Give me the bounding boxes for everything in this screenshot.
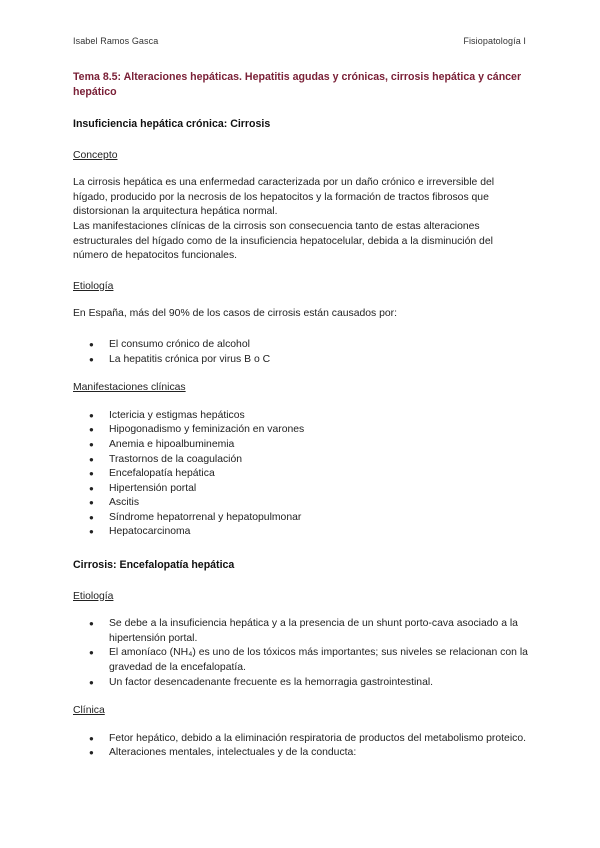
bullet-icon: ●: [89, 733, 94, 743]
list-item-text: Ictericia y estigmas hepáticos: [109, 409, 245, 421]
header-author: Isabel Ramos Gasca: [73, 36, 159, 46]
list-item: [73, 438, 529, 453]
document-title: Tema 8.5: Alteraciones hepáticas. Hepatitis agudas y crónicas, cirrosis hepática y cáncer hepático: [73, 71, 522, 98]
list-item-text: Fetor hepático, debido a la eliminación respiratoria de productos del metabolismo proteico.: [109, 732, 527, 744]
list-item-text: Trastornos de la coagulación: [109, 453, 243, 465]
list-item: [73, 353, 529, 368]
section-heading-cirrosis: Insuficiencia hepática crónica: Cirrosis: [73, 118, 271, 130]
list-item-text: Hepatocarcinoma: [109, 526, 191, 538]
subheading-etiologia: Etiología: [73, 280, 114, 292]
bullet-icon: ●: [89, 748, 94, 758]
bullet-icon: ●: [89, 425, 94, 435]
subheading-concepto: Concepto: [73, 149, 118, 161]
list-item-text: El consumo crónico de alcohol: [109, 338, 250, 350]
bullet-icon: ●: [89, 512, 94, 522]
bullet-icon: ●: [89, 483, 94, 493]
bullet-icon: ●: [89, 498, 94, 508]
list-item-text: Se debe a la insuficiencia hepática y a la presencia de un shunt porto-cava asociado a la hipertensión portal.: [109, 618, 518, 644]
list-item: [73, 482, 529, 497]
clinica-list: [73, 732, 529, 761]
list-item-text: El amoníaco (NH₄) es uno de los tóxicos más importantes; sus niveles se relacionan con la gravedad de la encefalopatía.: [109, 647, 528, 674]
bullet-icon: ●: [89, 410, 94, 420]
list-item-text: La hepatitis crónica por virus B o C: [109, 353, 271, 365]
subheading-etiologia-2: Etiología: [73, 590, 114, 602]
bullet-icon: ●: [89, 677, 94, 687]
list-item-text: Anemia e hipoalbuminemia: [109, 438, 235, 450]
list-item: [73, 453, 529, 468]
list-item-text: Hipogonadismo y feminización en varones: [109, 424, 305, 436]
list-item: [73, 467, 529, 482]
list-item-text: Encefalopatía hepática: [109, 468, 215, 480]
bullet-icon: ●: [89, 439, 94, 449]
list-item: [73, 409, 529, 424]
concepto-paragraph-2: Las manifestaciones clínicas de la cirrosis son consecuencia tanto de estas alteraciones estructurales del hígado como de la insuficiencia hepatocelular, debida a la disminución del número de hepatocitos funcionales.: [73, 220, 493, 262]
encefalopatia-etiologia-list: [73, 617, 529, 690]
list-item-text: Alteraciones mentales, intelectuales y de la conducta:: [109, 747, 357, 759]
list-item: [73, 746, 529, 761]
bullet-icon: ●: [89, 619, 94, 629]
etiologia-intro: En España, más del 90% de los casos de cirrosis están causados por:: [73, 308, 398, 320]
list-item: [73, 617, 529, 646]
list-item: [73, 423, 529, 438]
bullet-icon: ●: [89, 648, 94, 658]
bullet-icon: ●: [89, 469, 94, 479]
list-item-text: Un factor desencadenante frecuente es la hemorragia gastrointestinal.: [109, 676, 434, 688]
manifestaciones-list: [73, 409, 529, 540]
list-item-text: Ascitis: [109, 497, 140, 509]
list-item-text: Hipertensión portal: [109, 482, 197, 494]
header-subject: Fisiopatología I: [463, 36, 526, 46]
list-item: [73, 496, 529, 511]
list-item: [73, 732, 529, 747]
etiologia-list: [73, 338, 529, 367]
bullet-icon: ●: [89, 527, 94, 537]
list-item-text: Síndrome hepatorrenal y hepatopulmonar: [109, 511, 302, 523]
bullet-icon: ●: [89, 354, 94, 364]
document-body: [73, 70, 529, 775]
list-item: [73, 338, 529, 353]
list-item: [73, 646, 529, 675]
section-heading-encefalopatia: Cirrosis: Encefalopatía hepática: [73, 559, 235, 572]
bullet-icon: ●: [89, 339, 94, 349]
bullet-icon: ●: [89, 454, 94, 464]
list-item: [73, 511, 529, 526]
concepto-paragraph-1: La cirrosis hepática es una enfermedad caracterizada por un daño crónico e irreversible del hígado, producido por la necrosis de los hepatocitos y la formación de tractos fibrosos que distorsionan la arquitectura hepática normal.: [73, 177, 495, 218]
concepto-text: [73, 176, 529, 264]
subheading-clinica: Clínica: [73, 705, 105, 717]
page-header: [73, 36, 526, 50]
subheading-manifestaciones: Manifestaciones clínicas: [73, 382, 186, 394]
list-item: [73, 676, 529, 691]
list-item: [73, 525, 529, 540]
